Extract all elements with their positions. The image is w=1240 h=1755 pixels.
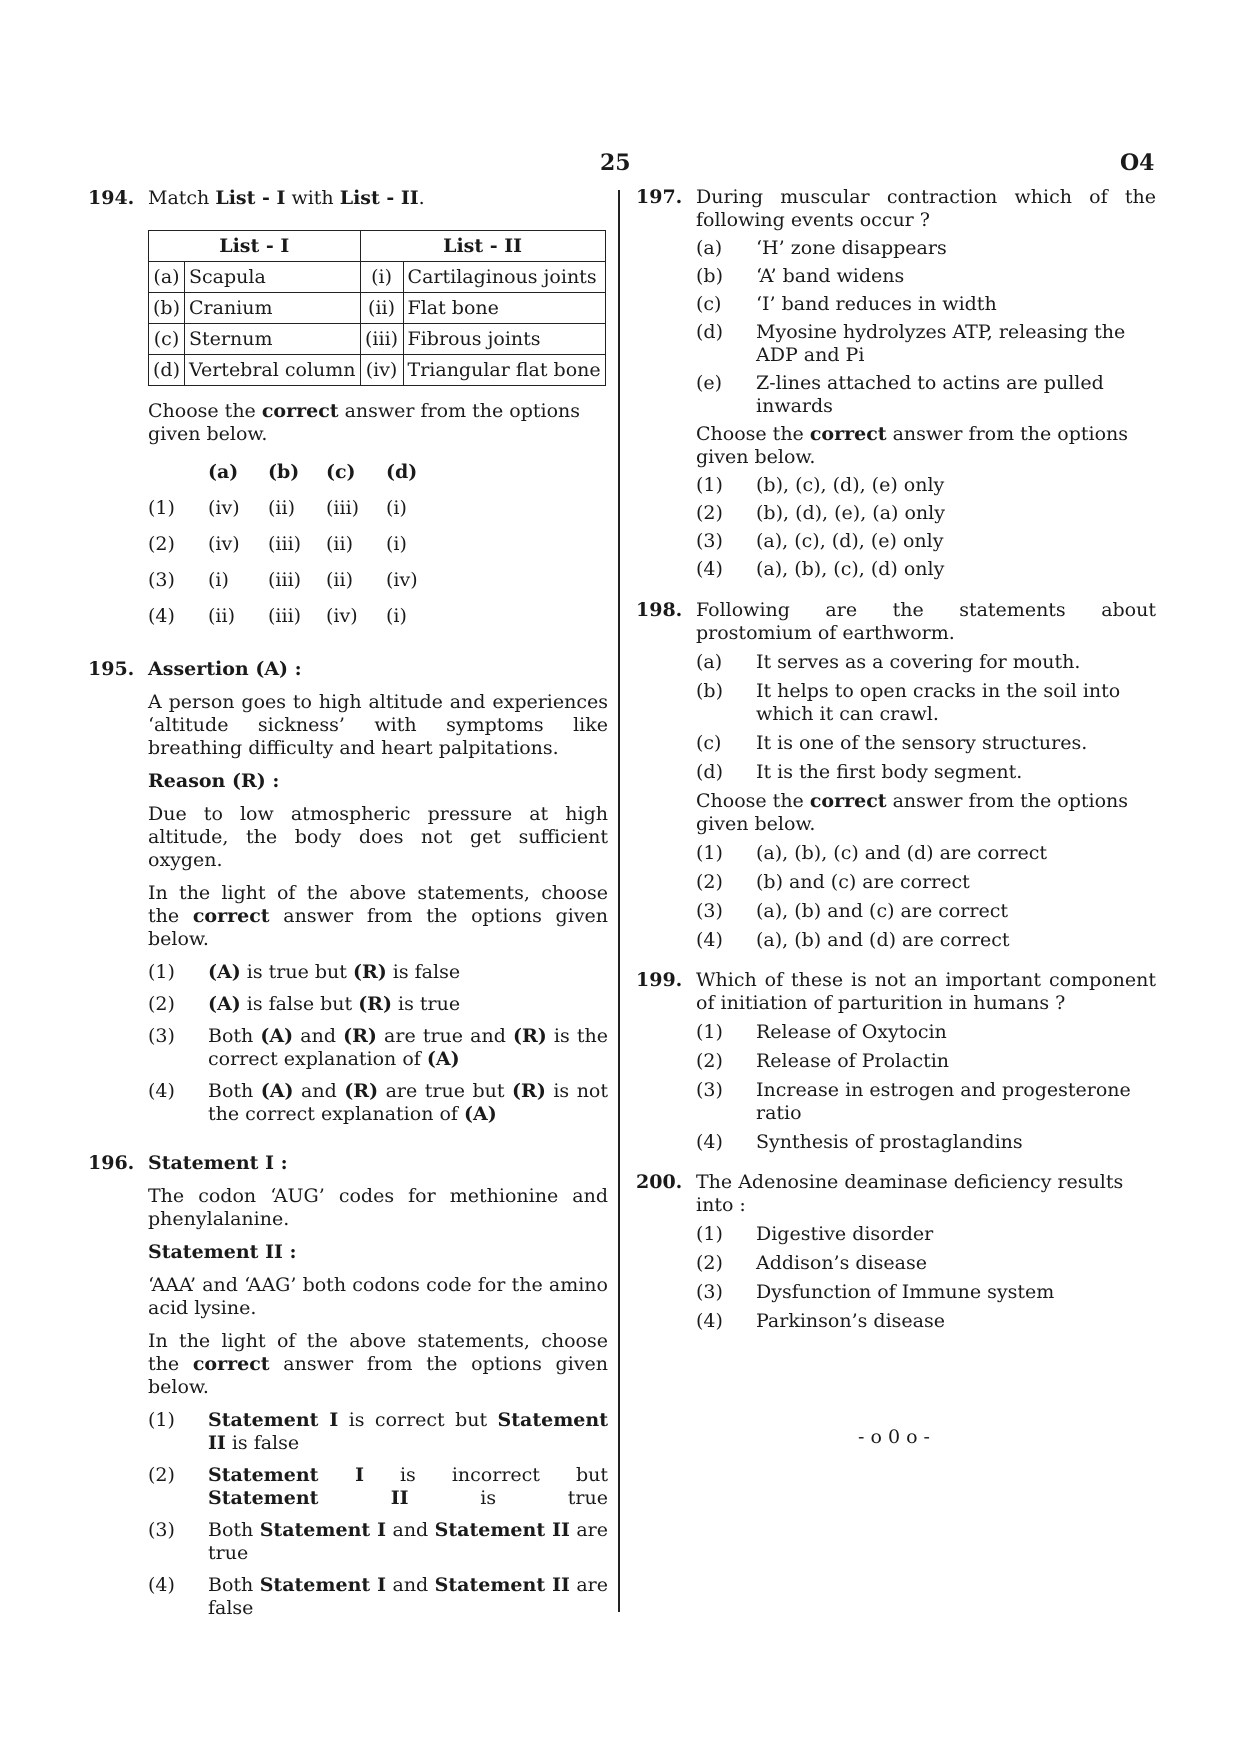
statement-2-text: ‘AAA’ and ‘AAG’ both codons code for the amino acid lysine.	[148, 1274, 608, 1319]
answer-option[interactable]: (4) Both Statement I and Statement II are false	[148, 1574, 608, 1619]
statement-item: (b) ‘A’ band widens	[696, 265, 905, 287]
question-200	[636, 1171, 1156, 1333]
answer-option[interactable]: (2) (b) and (c) are correct	[696, 871, 970, 893]
answer-option[interactable]: (1) Digestive disorder	[696, 1223, 934, 1245]
answer-option[interactable]: (2) (b), (d), (e), (a) only	[696, 502, 945, 524]
answer-option[interactable]: (4) Parkinson’s disease	[696, 1310, 945, 1332]
choose-instruction: Choose the correct answer from the options given below.	[148, 400, 581, 445]
answer-option[interactable]: (2) Statement I is incorrect but Statement II is true	[148, 1464, 608, 1509]
question-stem: Match List - I with List - II.	[148, 187, 425, 209]
question-number: 195.	[88, 658, 135, 680]
question-198	[636, 599, 1156, 952]
end-mark: - o 0 o -	[858, 1426, 930, 1448]
choose-instruction: In the light of the above statements, choose the correct answer from the options given below.	[148, 1330, 609, 1398]
page-number: 25	[600, 150, 631, 176]
statement-item: (b) It helps to open cracks in the soil into which it can crawl.	[696, 680, 1121, 725]
question-number: 194.	[88, 187, 135, 209]
question-194	[88, 187, 608, 634]
right-column	[636, 186, 1156, 1333]
answer-option[interactable]: (1) (A) is true but (R) is false	[148, 961, 461, 983]
paper-code: O4	[1120, 150, 1155, 176]
answer-option[interactable]: (2) Release of Prolactin	[696, 1050, 950, 1072]
assertion-label: Assertion (A) :	[148, 658, 302, 680]
answer-option[interactable]: (1) (iv) (ii) (iii) (i)	[148, 496, 407, 519]
answer-option[interactable]: (3) Dysfunction of Immune system	[696, 1281, 1055, 1303]
answer-option[interactable]: (3) (i) (iii) (ii) (iv)	[148, 568, 418, 591]
left-column	[88, 187, 608, 1620]
answer-option[interactable]: (4) (ii) (iii) (iv) (i)	[148, 604, 407, 627]
answer-option[interactable]: (1) Statement I is correct but Statement II is false	[148, 1409, 608, 1454]
statement-2-label: Statement II :	[148, 1241, 297, 1263]
statement-item: (d) It is the first body segment.	[696, 761, 1023, 783]
answer-option[interactable]: (3) (a), (c), (d), (e) only	[696, 530, 944, 552]
question-stem: During muscular contraction which of the following events occur ?	[696, 186, 1156, 231]
question-195	[88, 658, 608, 1126]
statement-item: (d) Myosine hydrolyzes ATP, releasing the ADP and Pi	[696, 321, 1126, 366]
choose-instruction: Choose the correct answer from the options given below.	[696, 423, 1129, 468]
question-197	[636, 186, 1156, 581]
answer-option[interactable]: (3) Both (A) and (R) are true and (R) is the correct explanation of (A)	[148, 1025, 608, 1070]
answer-option[interactable]: (4) Both (A) and (R) are true but (R) is not the correct explanation of (A)	[148, 1080, 609, 1125]
answer-option[interactable]: (2) (A) is false but (R) is true	[148, 993, 461, 1015]
statement-item: (c) ‘I’ band reduces in width	[696, 293, 997, 315]
match-table	[148, 230, 606, 386]
statement-1-label: Statement I :	[148, 1152, 288, 1174]
answer-option[interactable]: (3) (a), (b) and (c) are correct	[696, 900, 1008, 922]
question-196	[88, 1152, 608, 1620]
list-2-header: List - II	[360, 231, 605, 262]
question-stem: Which of these is not an important component of initiation of parturition in humans ?	[696, 969, 1156, 1014]
table-row: (d) Vertebral column (iv) Triangular flat bone	[149, 355, 606, 386]
table-row: (c) Sternum (iii) Fibrous joints	[149, 324, 606, 355]
question-stem: The Adenosine deaminase deficiency results into :	[696, 1171, 1124, 1216]
statement-item: (e) Z-lines attached to actins are pulled inwards	[696, 372, 1104, 417]
question-number: 196.	[88, 1152, 135, 1174]
answer-option[interactable]: (2) (iv) (iii) (ii) (i)	[148, 532, 407, 555]
answer-option[interactable]: (1) Release of Oxytocin	[696, 1021, 947, 1043]
statement-item: (a) ‘H’ zone disappears	[696, 237, 947, 259]
table-row: (b) Cranium (ii) Flat bone	[149, 293, 606, 324]
question-number: 198.	[636, 599, 683, 621]
table-row: (a) Scapula (i) Cartilaginous joints	[149, 262, 606, 293]
reason-label: Reason (R) :	[148, 770, 280, 792]
answer-option[interactable]: (1) (b), (c), (d), (e) only	[696, 474, 945, 496]
choose-instruction: Choose the correct answer from the options given below.	[696, 790, 1129, 835]
question-number: 200.	[636, 1171, 683, 1193]
answer-option[interactable]: (4) (a), (b), (c), (d) only	[696, 558, 945, 580]
answer-option[interactable]: (4) Synthesis of prostaglandins	[696, 1131, 1023, 1153]
answer-option[interactable]: (4) (a), (b) and (d) are correct	[696, 929, 1010, 951]
choose-instruction: In the light of the above statements, choose the correct answer from the options given below.	[148, 882, 609, 950]
column-divider	[618, 190, 620, 1612]
statement-item: (a) It serves as a covering for mouth.	[696, 651, 1081, 673]
list-1-header: List - I	[149, 231, 361, 262]
answer-option[interactable]: (1) (a), (b), (c) and (d) are correct	[696, 842, 1048, 864]
statement-item: (c) It is one of the sensory structures.	[696, 732, 1088, 754]
answer-option[interactable]: (2) Addison’s disease	[696, 1252, 927, 1274]
question-stem: Following are the statements about prostomium of earthworm.	[696, 599, 1156, 644]
question-number: 199.	[636, 969, 683, 991]
assertion-text: A person goes to high altitude and experiences ‘altitude sickness’ with symptoms like breathing difficulty and heart palpitations.	[148, 691, 608, 759]
statement-1-text: The codon ‘AUG’ codes for methionine and phenylalanine.	[148, 1185, 608, 1230]
reason-text: Due to low atmospheric pressure at high altitude, the body does not get sufficient oxygen.	[148, 803, 608, 871]
answer-code-table: (a) (b) (c) (d) (1) (iv) (ii) (iii) (i) (2) (iv) (iii) (ii) (i) (3) (i) (iii) (ii) (iv) (4) (ii) (iii) (iv) (i)	[148, 454, 446, 634]
question-199	[636, 969, 1156, 1154]
answer-option[interactable]: (3) Both Statement I and Statement II are true	[148, 1519, 608, 1564]
answer-option[interactable]: (3) Increase in estrogen and progesterone ratio	[696, 1079, 1131, 1124]
question-number: 197.	[636, 186, 683, 208]
